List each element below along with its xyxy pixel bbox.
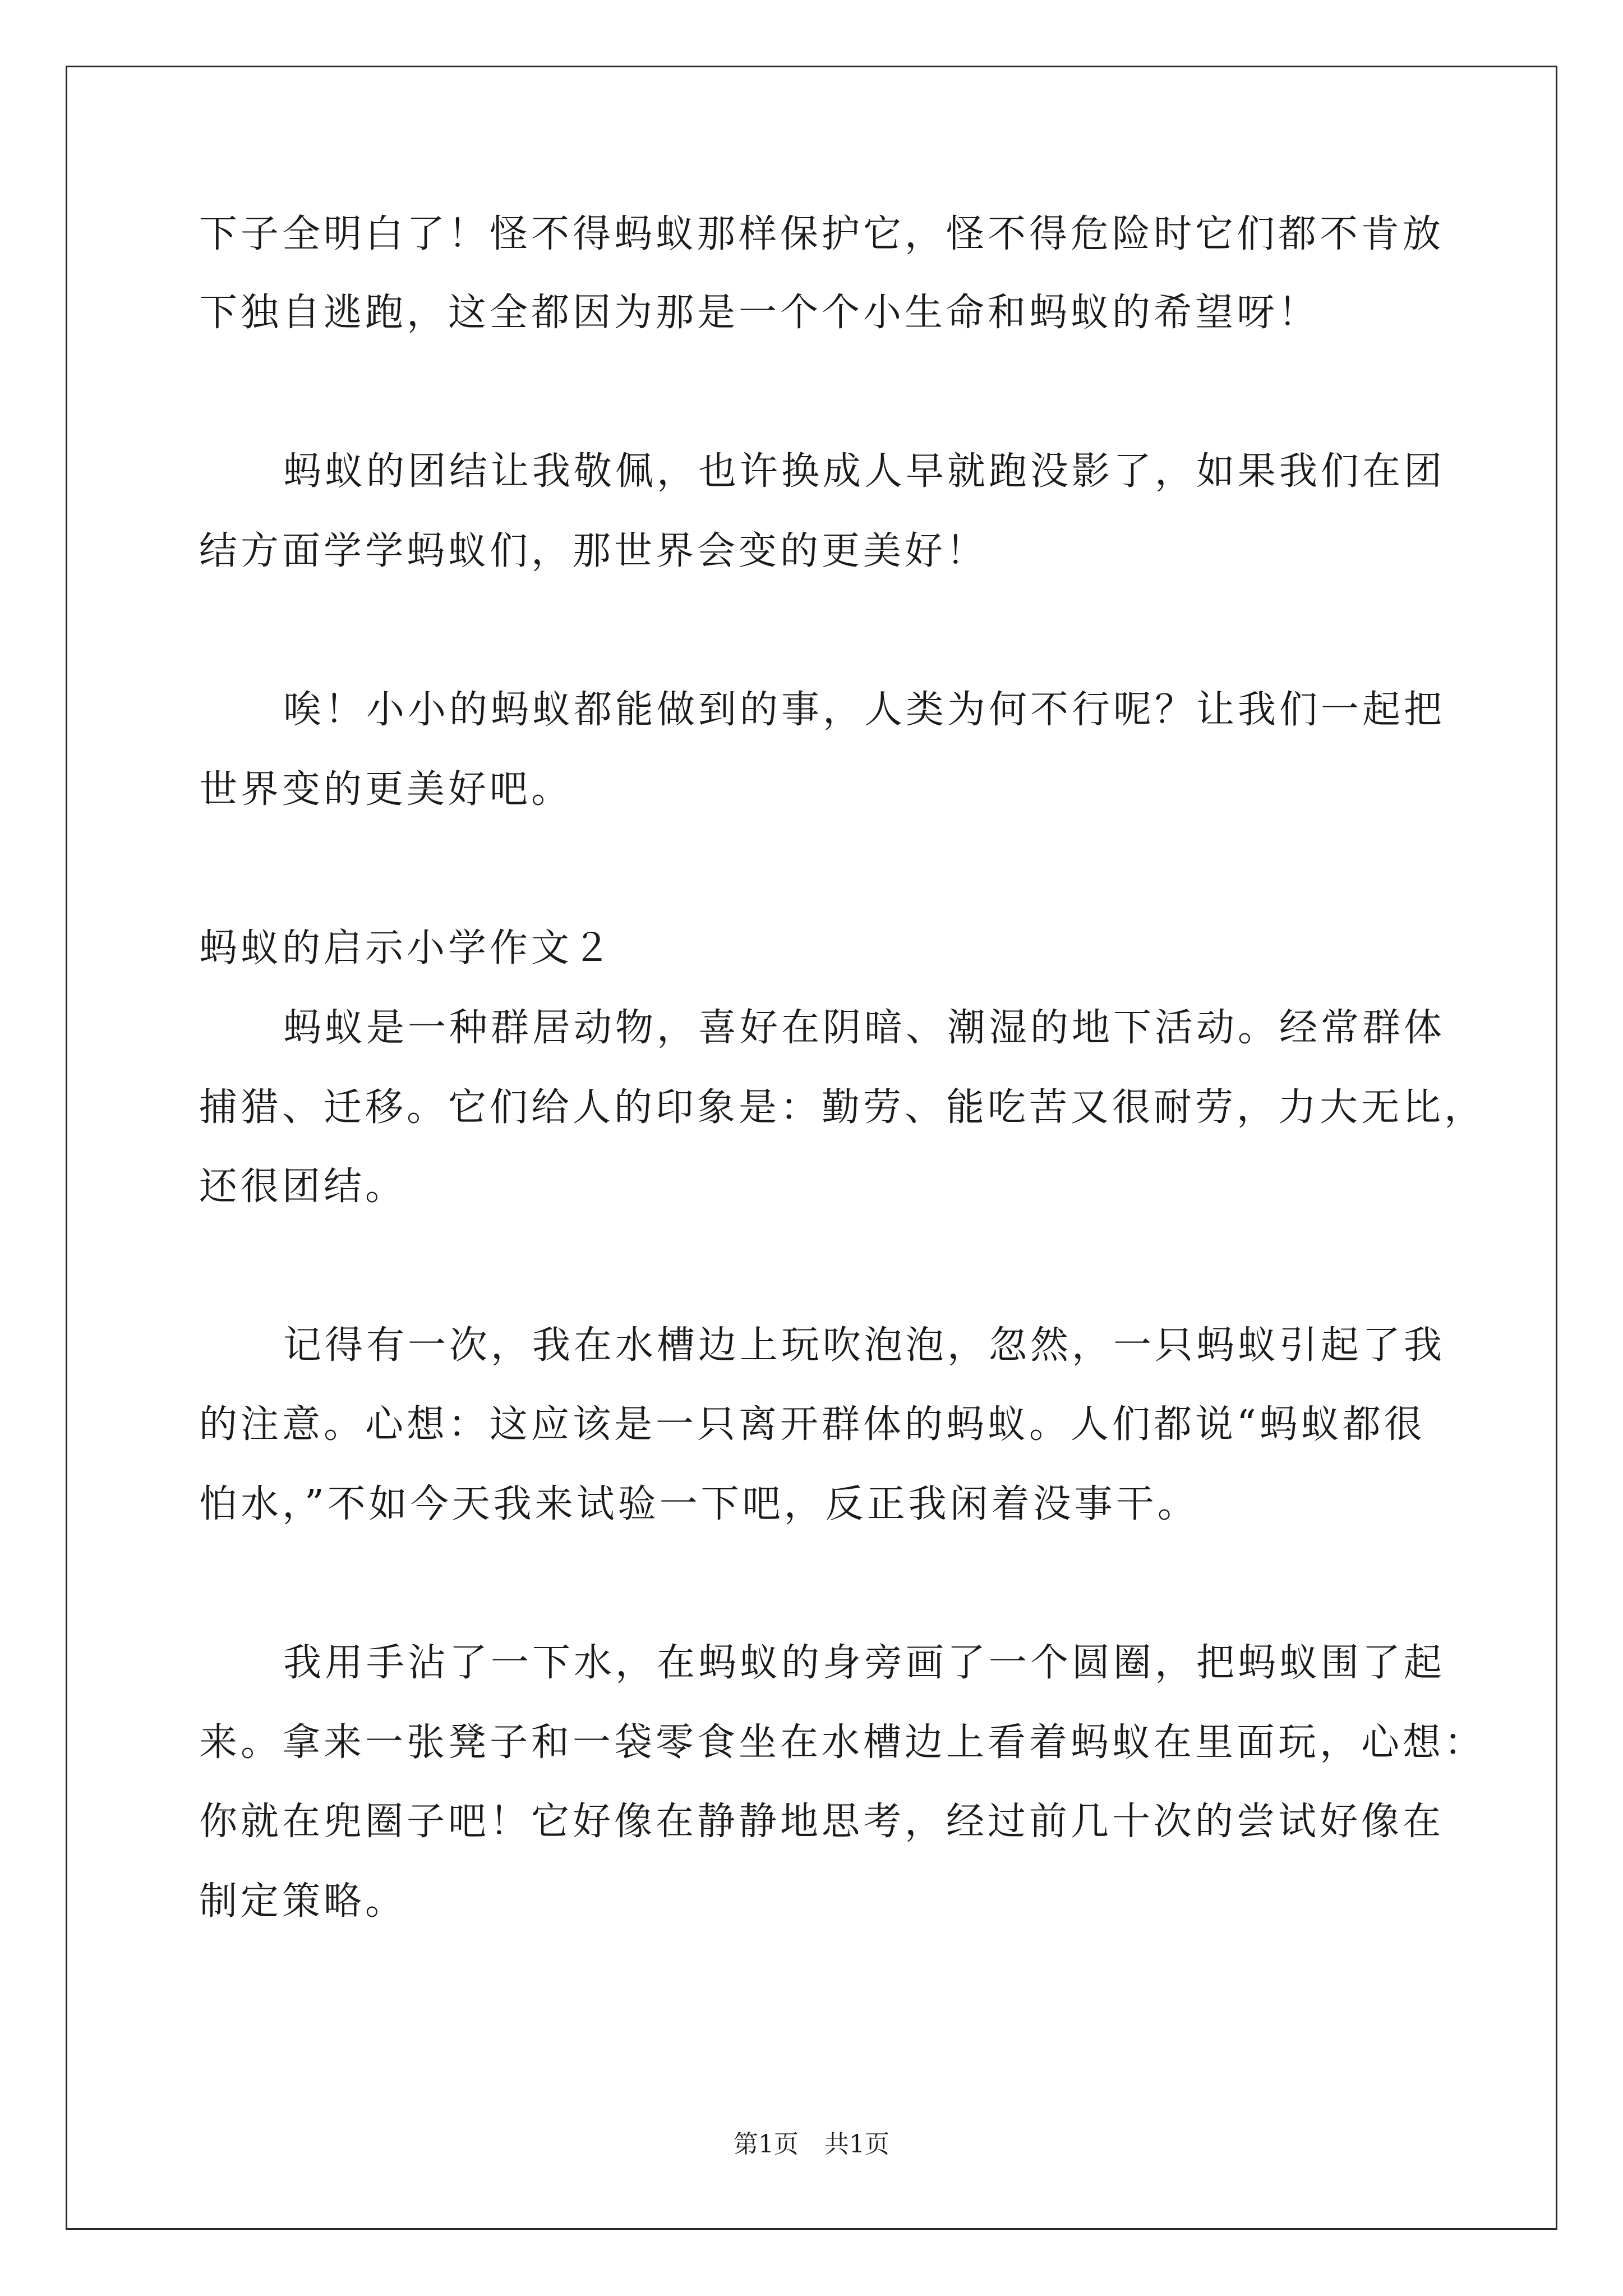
page-footer [0,2129,1623,2160]
paragraph-start-line: 蚂蚁是一种群居动物，喜好在阴暗、潮湿的地下活动。经常群体 [283,1006,1446,1050]
text-line: 结方面学学蚂蚁们，那世界会变的更美好！ [199,529,988,573]
paragraph-start-line: 蚂蚁的团结让我敬佩，也许换成人早就跑没影了，如果我们在团 [283,449,1446,494]
paragraph-start-line: 唉！小小的蚂蚁都能做到的事，人类为何不行呢？让我们一起把 [283,688,1446,732]
text-line: 制定策略。 [199,1879,407,1924]
text-line: 下子全明白了！怪不得蚂蚁那样保护它，怪不得危险时它们都不肯放 [199,212,1445,256]
section-heading: 蚂蚁的启示小学作文２ [199,926,615,970]
text-line: 你就在兜圈子吧！它好像在静静地思考，经过前几十次的尝试好像在 [199,1800,1445,1844]
page-number-total: 共1页 [824,2130,889,2159]
text-line: 世界变的更美好吧。 [199,767,573,812]
text-line: 怕水，”不如今天我来试验一下吧，反正我闲着没事干。 [199,1482,1199,1526]
paragraph-start-line: 我用手沾了一下水，在蚂蚁的身旁画了一个圆圈，把蚂蚁围了起 [283,1641,1446,1685]
text-line: 的注意。心想：这应该是一只离开群体的蚂蚁。人们都说“蚂蚁都很 [199,1402,1426,1447]
text-line: 来。拿来一张凳子和一袋零食坐在水槽边上看着蚂蚁在里面玩，心想： [199,1720,1486,1765]
text-line: 捕猎、迁移。它们给人的印象是：勤劳、能吃苦又很耐劳，力大无比， [199,1085,1486,1130]
text-line: 还很团结。 [199,1165,407,1209]
paragraph-start-line: 记得有一次，我在水槽边上玩吹泡泡，忽然，一只蚂蚁引起了我 [283,1323,1446,1368]
page-number-current: 第1页 [734,2130,799,2159]
text-line: 下独自逃跑，这全都因为那是一个个小生命和蚂蚁的希望呀！ [199,291,1320,335]
